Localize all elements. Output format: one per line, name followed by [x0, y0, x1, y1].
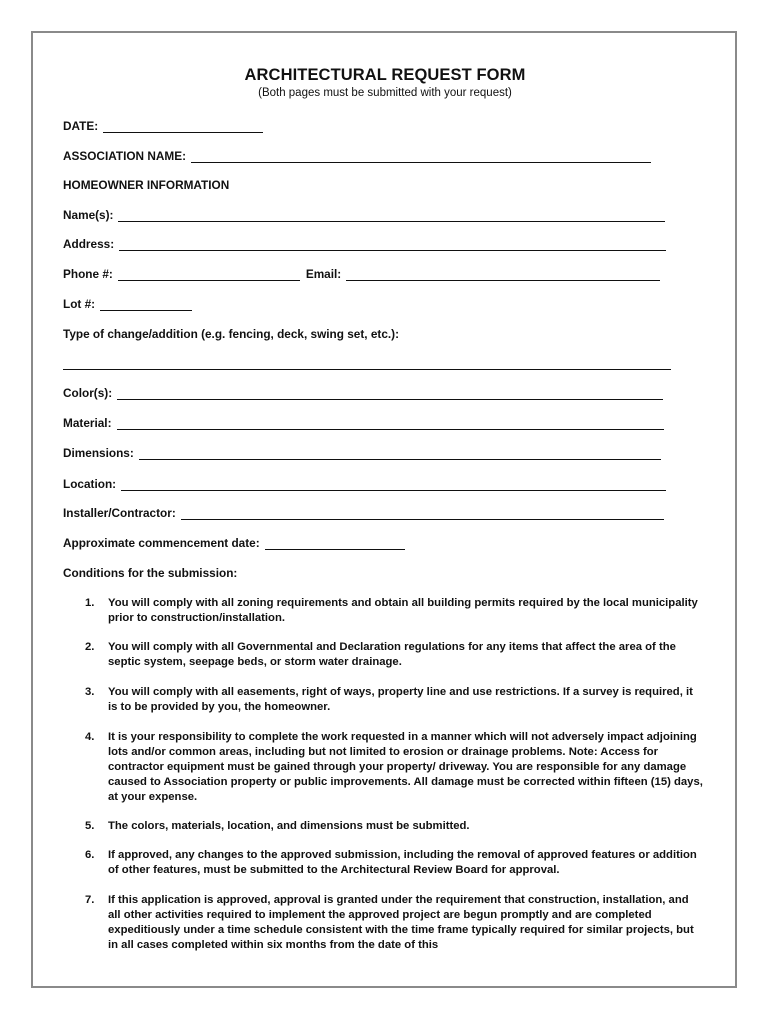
condition-item	[63, 685, 703, 715]
colors-label: Color(s):	[63, 386, 113, 400]
commencement-label: Approximate commencement date:	[63, 536, 260, 550]
lot-field[interactable]	[100, 299, 192, 311]
date-field[interactable]	[103, 121, 263, 133]
address-label: Address:	[63, 237, 115, 251]
condition-item	[63, 893, 703, 953]
condition-text: The colors, materials, location, and dimensions must be submitted.	[108, 820, 470, 832]
installer-row	[63, 506, 664, 520]
condition-item	[63, 640, 703, 670]
names-row	[63, 208, 665, 222]
association-name-field[interactable]	[191, 151, 651, 163]
condition-item	[63, 819, 703, 834]
colors-field[interactable]	[117, 388, 663, 400]
dimensions-field[interactable]	[139, 448, 661, 460]
condition-item	[63, 730, 703, 805]
material-label: Material:	[63, 416, 112, 430]
condition-number: 7.	[85, 894, 95, 906]
conditions-heading: Conditions for the submission:	[63, 566, 238, 580]
form-subtitle: (Both pages must be submitted with your request)	[258, 87, 512, 99]
change-type-field-row	[63, 358, 671, 370]
dimensions-label: Dimensions:	[63, 446, 134, 460]
installer-label: Installer/Contractor:	[63, 506, 176, 520]
phone-email-row	[63, 267, 660, 281]
condition-text: It is your responsibility to complete the work requested in a manner which will not adversely impact adjoining lots and/or common areas, including but not limited to erosion or drainage problems. Note: Access for contractor equipment must be gained through your property/ driveway. You are responsible for any damage caused to Association property or public improvements. All damage must be corrected within fifteen (15) days, at your expense.	[108, 731, 703, 803]
installer-field[interactable]	[181, 508, 664, 520]
condition-item	[63, 596, 703, 626]
condition-text: You will comply with all Governmental and Declaration regulations for any items that affect the area of the septic system, seepage beds, or storm water drainage.	[108, 641, 676, 668]
homeowner-info-heading: HOMEOWNER INFORMATION	[63, 178, 230, 192]
change-type-label: Type of change/addition (e.g. fencing, deck, swing set, etc.):	[63, 327, 400, 341]
location-field[interactable]	[121, 479, 666, 491]
email-field[interactable]	[346, 269, 660, 281]
condition-text: If this application is approved, approval is granted under the requirement that construction, installation, and all other activities required to implement the approved project are begun promptly and are completed expeditiously under a time schedule consistent with the time frame typically required for similar projects, but in all cases completed within six months from the date of this	[108, 894, 694, 951]
location-label: Location:	[63, 477, 117, 491]
address-row	[63, 237, 666, 251]
date-row	[63, 119, 263, 133]
names-label: Name(s):	[63, 208, 114, 222]
form-title: ARCHITECTURAL REQUEST FORM	[244, 66, 526, 84]
phone-field[interactable]	[118, 269, 300, 281]
commencement-row	[63, 536, 405, 550]
lot-label: Lot #:	[63, 297, 96, 311]
date-label: DATE:	[63, 119, 99, 133]
address-field[interactable]	[119, 239, 666, 251]
condition-number: 1.	[85, 597, 95, 609]
email-label: Email:	[305, 267, 342, 281]
association-name-label: ASSOCIATION NAME:	[63, 149, 186, 163]
phone-label: Phone #:	[63, 267, 113, 281]
material-field[interactable]	[117, 418, 664, 430]
condition-number: 5.	[85, 820, 95, 832]
dimensions-row	[63, 446, 661, 460]
location-row	[63, 477, 666, 491]
names-field[interactable]	[118, 210, 665, 222]
condition-text: You will comply with all zoning requirements and obtain all building permits required by the local municipality prior to construction/installation.	[108, 597, 698, 624]
change-type-field[interactable]	[63, 358, 671, 370]
change-type-row	[63, 327, 399, 341]
association-name-row	[63, 149, 651, 163]
colors-row	[63, 386, 663, 400]
material-row	[63, 416, 664, 430]
condition-text: If approved, any changes to the approved submission, including the removal of approved features or addition of other features, must be submitted to the Architectural Review Board for approval.	[108, 849, 697, 876]
condition-number: 4.	[85, 731, 95, 743]
condition-number: 2.	[85, 641, 95, 653]
lot-row	[63, 297, 192, 311]
condition-item	[63, 848, 703, 878]
condition-number: 6.	[85, 849, 95, 861]
condition-number: 3.	[85, 686, 95, 698]
commencement-field[interactable]	[265, 538, 405, 550]
condition-text: You will comply with all easements, right of ways, property line and use restrictions. If a survey is required, it is to be provided by you, the homeowner.	[108, 686, 693, 713]
